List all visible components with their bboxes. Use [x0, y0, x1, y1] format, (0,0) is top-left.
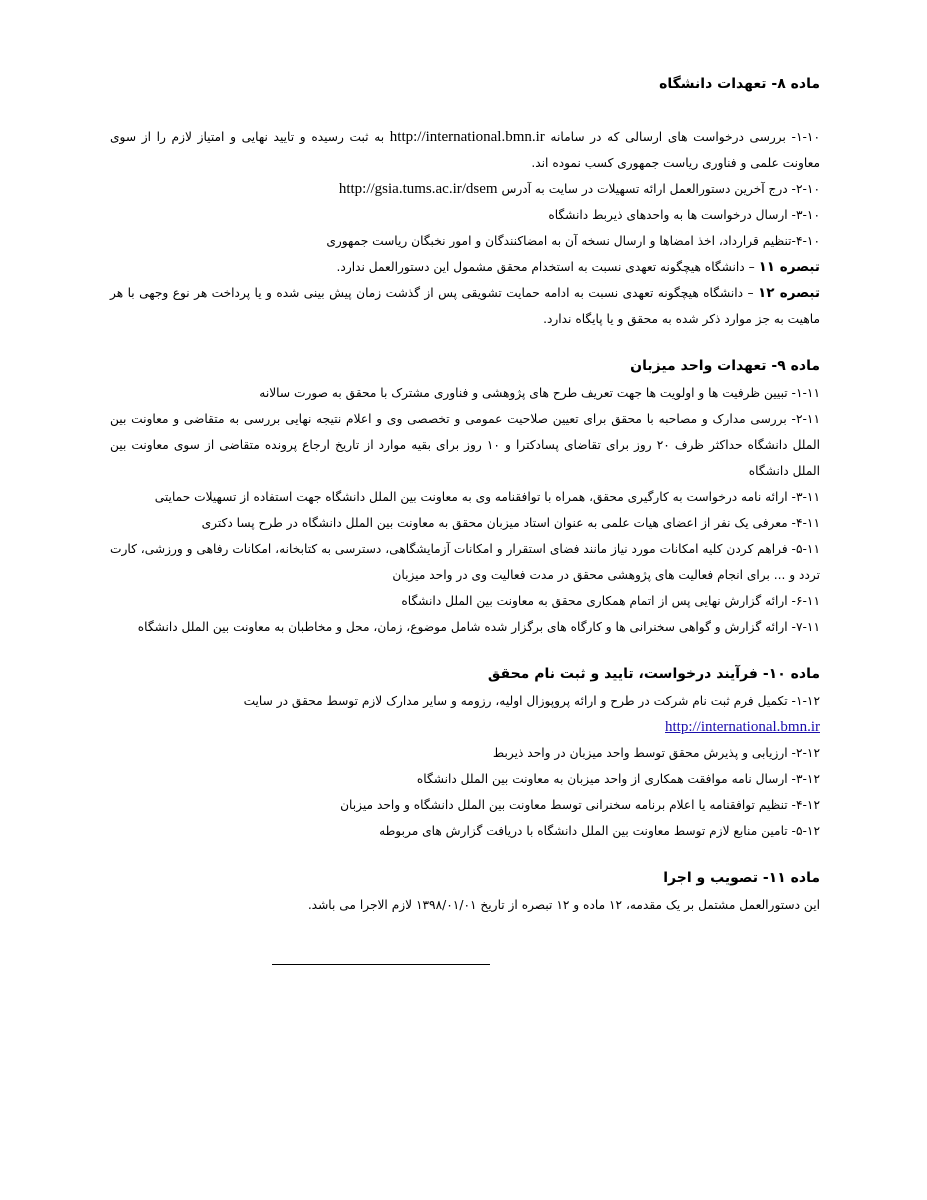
section-10-title: ماده ۱۰- فرآیند درخواست، تایید و ثبت نام محقق — [487, 666, 820, 682]
registration-link[interactable]: http://international.bmn.ir — [665, 719, 820, 735]
section-9-title: ماده ۹- تعهدات واحد میزبان — [630, 358, 820, 374]
section-8-item-1 — [110, 124, 820, 176]
spacer — [110, 98, 820, 124]
section-8-item-3: ۳-۱۰- ارسال درخواست ها به واحدهای ذیربط دانشگاه — [548, 208, 820, 222]
note-label: تبصره ۱۲ — [758, 285, 821, 301]
section-10-item: ۲-۱۲- ارزیابی و پذیرش محقق توسط واحد میزبان در واحد ذیربط — [492, 746, 820, 760]
section-9-item: ۵-۱۱- فراهم کردن کلیه امکانات مورد نیاز مانند فضای استقرار و امکانات آزمایشگاهی، دسترسی به کتابخانه، امکانات رفاهی و ورزشی، کارت تردد و ... برای انجام فعالیت های پژوهشی محقق در مدت فعالیت وی در واحد میزبان — [110, 542, 820, 582]
item-url: http://gsia.tums.ac.ir/dsem — [338, 181, 498, 197]
section-10-item-1: ۱-۱۲- تکمیل فرم ثبت نام شرکت در طرح و ارائه پروپوزال اولیه، رزومه و سایر مدارک لازم توسط محقق در سایت — [243, 694, 820, 708]
section-10-item-1-link-line — [110, 714, 820, 740]
section-9-item: ۴-۱۱- معرفی یک نفر از اعضای هیات علمی به عنوان استاد میزبان محقق به معاونت بین الملل دانشگاه در طرح پسا دکتری — [201, 516, 820, 530]
section-10-item: ۴-۱۲- تنظیم توافقنامه یا اعلام برنامه سخنرانی توسط معاونت بین الملل دانشگاه و واحد میزبان — [340, 798, 820, 812]
note-text: – دانشگاه هیچگونه تعهدی نسبت به استخدام محقق مشمول این دستورالعمل ندارد. — [336, 260, 755, 274]
note-12 — [110, 280, 820, 332]
section-9-item: ۱-۱۱- تبیین ظرفیت ها و اولویت ها جهت تعریف طرح های پژوهشی و فناوری مشترک با محقق به صورت سالانه — [259, 386, 820, 400]
section-11-text: این دستورالعمل مشتمل بر یک مقدمه، ۱۲ ماده و ۱۲ تبصره از تاریخ ۱۳۹۸/۰۱/۰۱ لازم الاجرا می باشد. — [307, 898, 820, 912]
spacer — [110, 640, 820, 660]
section-9-item: ۶-۱۱- ارائه گزارش نهایی پس از اتمام همکاری محقق به معاونت بین الملل دانشگاه — [401, 594, 820, 608]
document-body — [110, 70, 820, 918]
note-text: – دانشگاه هیچگونه تعهدی نسبت به ادامه حمایت تشویقی پس از گذشت زمان پیش بینی شده و یا پرداخت هر نوع وجهی با هر ماهیت به جز موارد ذکر شده به محقق و یا پایگاه ندارد. — [110, 286, 820, 326]
item-text: ۱-۱۰- بررسی درخواست های ارسالی که در سامانه — [544, 130, 821, 144]
note-label: تبصره ۱۱ — [758, 259, 820, 275]
section-9-item: ۷-۱۱- ارائه گزارش و گواهی سخنرانی ها و کارگاه های برگزار شده شامل موضوع، زمان، محل و مخاطبان به معاونت بین الملل دانشگاه — [137, 620, 820, 634]
section-9-item: ۲-۱۱- بررسی مدارک و مصاحبه با محقق برای تعیین صلاحیت عمومی و تخصصی وی و اعلام نتیجه نهایی بررسی به متقاضی و معاونت بین الملل دانشگاه حداکثر ظرف ۲۰ روز برای تقاضای پسادکترا و ۱۰ روز برای بقیه موارد از تاریخ ارجاع پرونده متقاضی از سوی معاونت بین الملل دانشگاه — [110, 412, 820, 478]
spacer — [110, 844, 820, 864]
section-8-item-2 — [110, 176, 820, 202]
section-11-title: ماده ۱۱- تصویب و اجرا — [663, 870, 820, 886]
item-url: http://international.bmn.ir — [389, 129, 545, 145]
item-text: به ثبت رسیده و تایید نهایی و امتیاز لازم را از سوی معاونت علمی و فناوری ریاست جمهوری کسب نموده اند. — [110, 130, 820, 170]
footnote-separator — [272, 964, 490, 965]
section-9-item: ۳-۱۱- ارائه نامه درخواست به کارگیری محقق، همراه با توافقنامه وی به معاونت بین الملل دانشگاه جهت استفاده از تسهیلات حمایتی — [154, 490, 820, 504]
section-10-item: ۳-۱۲- ارسال نامه موافقت همکاری از واحد میزبان به معاونت بین الملل دانشگاه — [416, 772, 820, 786]
section-10-item: ۵-۱۲- تامین منابع لازم توسط معاونت بین الملل دانشگاه با دریافت گزارش های مربوطه — [379, 824, 820, 838]
section-8-item-4: ۴-۱۰-تنظیم قرارداد، اخذ امضاها و ارسال نسخه آن به امضاکنندگان و امور نخبگان ریاست جمهوری — [326, 234, 820, 248]
section-8-title: ماده ۸- تعهدات دانشگاه — [659, 76, 820, 92]
item-text: ۲-۱۰- درج آخرین دستورالعمل ارائه تسهیلات در سایت به آدرس — [497, 182, 820, 196]
note-11 — [110, 254, 820, 280]
spacer — [110, 332, 820, 352]
